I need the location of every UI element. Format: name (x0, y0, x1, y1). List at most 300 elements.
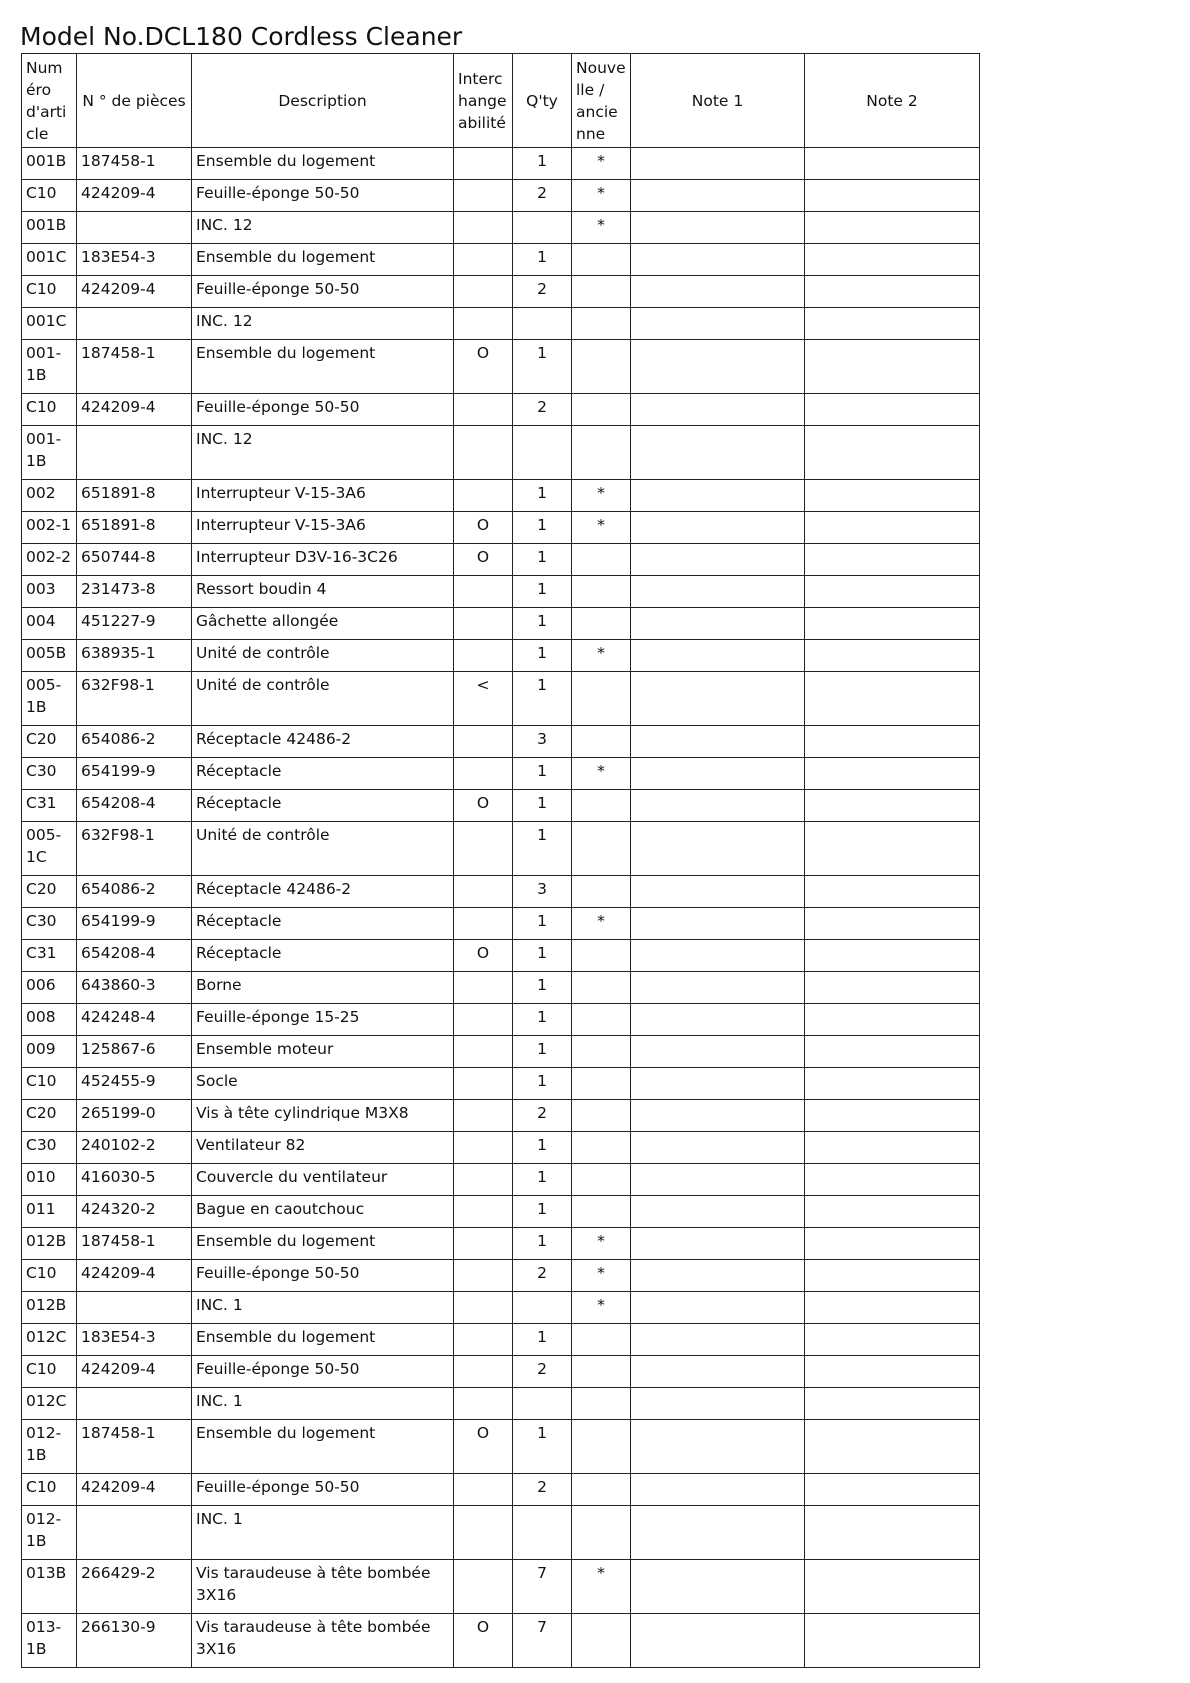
cell-part-number: 654208-4 (77, 790, 192, 822)
cell-item-number: 002-1 (22, 512, 77, 544)
cell-item-number: 002-2 (22, 544, 77, 576)
cell-note-2 (805, 480, 980, 512)
cell-description: Réceptacle 42486-2 (192, 726, 454, 758)
cell-note-2 (805, 1420, 980, 1474)
cell-note-2 (805, 426, 980, 480)
table-row (22, 148, 980, 180)
cell-note-2 (805, 1474, 980, 1506)
cell-new-old: * (572, 180, 631, 212)
cell-note-2 (805, 180, 980, 212)
cell-interchangeability (454, 726, 513, 758)
cell-new-old (572, 394, 631, 426)
cell-quantity: 7 (513, 1560, 572, 1614)
table-row (22, 1036, 980, 1068)
table-row (22, 790, 980, 822)
cell-part-number: 187458-1 (77, 148, 192, 180)
cell-note-2 (805, 1292, 980, 1324)
cell-note-1 (631, 148, 805, 180)
cell-item-number: C10 (22, 1260, 77, 1292)
cell-description: Ressort boudin 4 (192, 576, 454, 608)
cell-interchangeability (454, 972, 513, 1004)
table-row (22, 726, 980, 758)
cell-note-1 (631, 1068, 805, 1100)
cell-note-2 (805, 1164, 980, 1196)
cell-interchangeability: O (454, 340, 513, 394)
cell-note-2 (805, 148, 980, 180)
cell-interchangeability (454, 1036, 513, 1068)
cell-description: Ensemble du logement (192, 244, 454, 276)
table-row (22, 1356, 980, 1388)
cell-new-old (572, 726, 631, 758)
cell-interchangeability (454, 908, 513, 940)
cell-part-number: 654086-2 (77, 726, 192, 758)
cell-part-number: 266429-2 (77, 1560, 192, 1614)
cell-note-2 (805, 790, 980, 822)
cell-interchangeability (454, 1132, 513, 1164)
cell-description: INC. 12 (192, 426, 454, 480)
header-interchangeability: Interchangeabilité (454, 54, 513, 148)
cell-new-old (572, 1474, 631, 1506)
table-row (22, 640, 980, 672)
cell-note-2 (805, 1260, 980, 1292)
cell-quantity: 1 (513, 480, 572, 512)
cell-item-number: 013B (22, 1560, 77, 1614)
table-row (22, 180, 980, 212)
cell-description: Feuille-éponge 50-50 (192, 1356, 454, 1388)
cell-note-1 (631, 758, 805, 790)
cell-note-2 (805, 726, 980, 758)
cell-part-number: 424248-4 (77, 1004, 192, 1036)
cell-interchangeability (454, 308, 513, 340)
cell-new-old (572, 1506, 631, 1560)
cell-quantity: 2 (513, 1356, 572, 1388)
cell-description: Ensemble du logement (192, 340, 454, 394)
cell-item-number: C20 (22, 726, 77, 758)
cell-note-1 (631, 212, 805, 244)
cell-note-2 (805, 212, 980, 244)
cell-item-number: 001-1B (22, 426, 77, 480)
cell-note-1 (631, 1420, 805, 1474)
cell-part-number (77, 1388, 192, 1420)
cell-new-old: * (572, 1560, 631, 1614)
cell-quantity: 1 (513, 244, 572, 276)
cell-part-number (77, 308, 192, 340)
cell-note-1 (631, 1614, 805, 1668)
cell-quantity (513, 1388, 572, 1420)
cell-quantity: 1 (513, 1164, 572, 1196)
cell-description: Vis taraudeuse à tête bombée 3X16 (192, 1614, 454, 1668)
cell-note-1 (631, 1132, 805, 1164)
cell-new-old: * (572, 480, 631, 512)
cell-description: Ensemble du logement (192, 1228, 454, 1260)
cell-description: Ensemble du logement (192, 1324, 454, 1356)
cell-note-2 (805, 822, 980, 876)
cell-new-old: * (572, 640, 631, 672)
cell-note-1 (631, 876, 805, 908)
table-row (22, 758, 980, 790)
cell-description: Réceptacle 42486-2 (192, 876, 454, 908)
cell-quantity: 3 (513, 726, 572, 758)
cell-new-old (572, 972, 631, 1004)
cell-quantity: 1 (513, 1324, 572, 1356)
cell-part-number: 265199-0 (77, 1100, 192, 1132)
cell-note-2 (805, 672, 980, 726)
cell-item-number: 012B (22, 1292, 77, 1324)
cell-item-number: 003 (22, 576, 77, 608)
table-row (22, 340, 980, 394)
cell-part-number: 187458-1 (77, 340, 192, 394)
cell-description: Socle (192, 1068, 454, 1100)
cell-item-number: C10 (22, 1474, 77, 1506)
cell-description: INC. 1 (192, 1506, 454, 1560)
cell-quantity: 1 (513, 544, 572, 576)
cell-interchangeability: O (454, 1420, 513, 1474)
cell-note-1 (631, 576, 805, 608)
cell-note-1 (631, 672, 805, 726)
cell-new-old: * (572, 148, 631, 180)
cell-note-1 (631, 726, 805, 758)
page-title: Model No.DCL180 Cordless Cleaner (20, 22, 463, 51)
cell-note-2 (805, 308, 980, 340)
cell-part-number: 240102-2 (77, 1132, 192, 1164)
cell-quantity (513, 308, 572, 340)
cell-item-number: C20 (22, 876, 77, 908)
cell-part-number: 632F98-1 (77, 822, 192, 876)
cell-description: Bague en caoutchouc (192, 1196, 454, 1228)
cell-interchangeability (454, 758, 513, 790)
cell-new-old (572, 1068, 631, 1100)
cell-quantity: 2 (513, 1100, 572, 1132)
cell-new-old (572, 1356, 631, 1388)
cell-new-old (572, 1100, 631, 1132)
cell-description: Vis à tête cylindrique M3X8 (192, 1100, 454, 1132)
cell-note-1 (631, 1324, 805, 1356)
cell-note-2 (805, 940, 980, 972)
table-row (22, 672, 980, 726)
cell-part-number: 183E54-3 (77, 1324, 192, 1356)
header-note-1: Note 1 (631, 54, 805, 148)
cell-note-2 (805, 276, 980, 308)
cell-part-number: 187458-1 (77, 1228, 192, 1260)
cell-part-number: 650744-8 (77, 544, 192, 576)
cell-note-1 (631, 790, 805, 822)
cell-new-old: * (572, 1228, 631, 1260)
cell-quantity: 1 (513, 1420, 572, 1474)
table-row (22, 1132, 980, 1164)
cell-note-2 (805, 340, 980, 394)
cell-interchangeability: O (454, 512, 513, 544)
cell-new-old (572, 822, 631, 876)
table-row (22, 1474, 980, 1506)
cell-description: INC. 12 (192, 308, 454, 340)
cell-item-number: 011 (22, 1196, 77, 1228)
cell-item-number: 004 (22, 608, 77, 640)
cell-part-number: 654199-9 (77, 908, 192, 940)
table-row (22, 608, 980, 640)
cell-description: Ensemble du logement (192, 148, 454, 180)
cell-new-old (572, 1132, 631, 1164)
cell-item-number: C10 (22, 276, 77, 308)
cell-note-1 (631, 1506, 805, 1560)
table-row (22, 908, 980, 940)
cell-interchangeability (454, 1004, 513, 1036)
cell-part-number: 424209-4 (77, 180, 192, 212)
table-row (22, 1004, 980, 1036)
table-row (22, 1614, 980, 1668)
cell-note-2 (805, 1324, 980, 1356)
cell-note-2 (805, 1388, 980, 1420)
cell-note-1 (631, 1004, 805, 1036)
cell-item-number: 012C (22, 1388, 77, 1420)
cell-interchangeability (454, 1260, 513, 1292)
cell-quantity: 1 (513, 672, 572, 726)
table-row (22, 822, 980, 876)
cell-interchangeability (454, 1228, 513, 1260)
table-row (22, 394, 980, 426)
cell-quantity: 1 (513, 576, 572, 608)
cell-quantity: 2 (513, 1474, 572, 1506)
cell-description: Unité de contrôle (192, 640, 454, 672)
cell-part-number: 654208-4 (77, 940, 192, 972)
cell-description: INC. 12 (192, 212, 454, 244)
cell-new-old (572, 1614, 631, 1668)
cell-note-1 (631, 908, 805, 940)
cell-part-number: 451227-9 (77, 608, 192, 640)
cell-note-1 (631, 394, 805, 426)
header-note-2: Note 2 (805, 54, 980, 148)
cell-description: Interrupteur D3V-16-3C26 (192, 544, 454, 576)
cell-note-2 (805, 394, 980, 426)
cell-note-2 (805, 576, 980, 608)
cell-description: Feuille-éponge 50-50 (192, 394, 454, 426)
cell-part-number: 183E54-3 (77, 244, 192, 276)
cell-note-2 (805, 908, 980, 940)
cell-part-number: 231473-8 (77, 576, 192, 608)
cell-description: Réceptacle (192, 790, 454, 822)
cell-interchangeability (454, 480, 513, 512)
cell-new-old (572, 426, 631, 480)
table-row (22, 1100, 980, 1132)
cell-new-old: * (572, 1292, 631, 1324)
cell-note-1 (631, 1036, 805, 1068)
cell-quantity: 1 (513, 1004, 572, 1036)
table-row (22, 308, 980, 340)
table-row (22, 544, 980, 576)
header-item-number: Numéro d'article (22, 54, 77, 148)
cell-quantity: 1 (513, 790, 572, 822)
cell-quantity (513, 212, 572, 244)
cell-description: Réceptacle (192, 758, 454, 790)
cell-description: Feuille-éponge 15-25 (192, 1004, 454, 1036)
cell-description: Feuille-éponge 50-50 (192, 180, 454, 212)
cell-item-number: 001C (22, 244, 77, 276)
cell-new-old (572, 1196, 631, 1228)
cell-new-old (572, 1164, 631, 1196)
cell-interchangeability (454, 394, 513, 426)
header-part-number: N ° de pièces (77, 54, 192, 148)
cell-quantity: 1 (513, 940, 572, 972)
cell-note-1 (631, 1560, 805, 1614)
cell-interchangeability (454, 1356, 513, 1388)
cell-quantity: 1 (513, 822, 572, 876)
cell-interchangeability (454, 276, 513, 308)
cell-description: INC. 1 (192, 1292, 454, 1324)
cell-part-number: 266130-9 (77, 1614, 192, 1668)
cell-new-old (572, 576, 631, 608)
cell-note-1 (631, 426, 805, 480)
cell-item-number: 005B (22, 640, 77, 672)
cell-part-number (77, 212, 192, 244)
cell-new-old (572, 276, 631, 308)
cell-note-1 (631, 940, 805, 972)
table-row (22, 1506, 980, 1560)
cell-new-old (572, 608, 631, 640)
cell-note-1 (631, 1260, 805, 1292)
cell-quantity: 2 (513, 276, 572, 308)
table-row (22, 276, 980, 308)
cell-part-number: 424209-4 (77, 1356, 192, 1388)
cell-item-number: C31 (22, 790, 77, 822)
cell-interchangeability (454, 576, 513, 608)
cell-quantity (513, 1506, 572, 1560)
cell-note-2 (805, 1068, 980, 1100)
cell-note-2 (805, 1506, 980, 1560)
cell-note-2 (805, 1132, 980, 1164)
cell-note-2 (805, 640, 980, 672)
cell-item-number: 012C (22, 1324, 77, 1356)
cell-note-1 (631, 480, 805, 512)
cell-quantity: 1 (513, 512, 572, 544)
cell-note-1 (631, 972, 805, 1004)
cell-note-1 (631, 1356, 805, 1388)
cell-new-old (572, 940, 631, 972)
cell-note-2 (805, 1100, 980, 1132)
cell-interchangeability: O (454, 940, 513, 972)
cell-part-number: 424209-4 (77, 276, 192, 308)
cell-note-1 (631, 1228, 805, 1260)
cell-item-number: 001C (22, 308, 77, 340)
cell-interchangeability: O (454, 790, 513, 822)
table-row (22, 1228, 980, 1260)
cell-interchangeability (454, 180, 513, 212)
cell-description: Feuille-éponge 50-50 (192, 276, 454, 308)
header-description: Description (192, 54, 454, 148)
cell-quantity: 1 (513, 1228, 572, 1260)
cell-description: Interrupteur V-15-3A6 (192, 480, 454, 512)
cell-interchangeability (454, 1164, 513, 1196)
cell-item-number: C30 (22, 908, 77, 940)
cell-note-2 (805, 1560, 980, 1614)
cell-item-number: 006 (22, 972, 77, 1004)
table-header-row (22, 54, 980, 148)
cell-interchangeability (454, 822, 513, 876)
cell-interchangeability (454, 1100, 513, 1132)
cell-description: Feuille-éponge 50-50 (192, 1474, 454, 1506)
cell-note-1 (631, 308, 805, 340)
table-row (22, 1324, 980, 1356)
cell-part-number: 654199-9 (77, 758, 192, 790)
header-quantity: Q'ty (513, 54, 572, 148)
cell-description: Ensemble moteur (192, 1036, 454, 1068)
cell-note-2 (805, 1196, 980, 1228)
cell-item-number: 001B (22, 148, 77, 180)
table-row (22, 1260, 980, 1292)
cell-item-number: 013-1B (22, 1614, 77, 1668)
cell-quantity: 1 (513, 640, 572, 672)
table-row (22, 212, 980, 244)
cell-quantity: 1 (513, 608, 572, 640)
cell-description: Feuille-éponge 50-50 (192, 1260, 454, 1292)
table-row (22, 480, 980, 512)
cell-note-2 (805, 544, 980, 576)
cell-description: Borne (192, 972, 454, 1004)
cell-interchangeability (454, 640, 513, 672)
cell-interchangeability (454, 876, 513, 908)
cell-new-old (572, 340, 631, 394)
table-row (22, 1420, 980, 1474)
cell-note-1 (631, 340, 805, 394)
cell-part-number (77, 1292, 192, 1324)
cell-interchangeability (454, 1560, 513, 1614)
cell-new-old: * (572, 212, 631, 244)
cell-description: Unité de contrôle (192, 672, 454, 726)
table-row (22, 1068, 980, 1100)
cell-interchangeability (454, 244, 513, 276)
cell-new-old: * (572, 758, 631, 790)
cell-item-number: 008 (22, 1004, 77, 1036)
cell-quantity: 1 (513, 1196, 572, 1228)
cell-interchangeability (454, 148, 513, 180)
cell-description: Réceptacle (192, 908, 454, 940)
table-row (22, 512, 980, 544)
cell-quantity: 1 (513, 340, 572, 394)
cell-note-1 (631, 1292, 805, 1324)
cell-item-number: 009 (22, 1036, 77, 1068)
cell-description: INC. 1 (192, 1388, 454, 1420)
cell-note-1 (631, 1474, 805, 1506)
cell-item-number: 012B (22, 1228, 77, 1260)
cell-new-old (572, 1388, 631, 1420)
cell-part-number (77, 426, 192, 480)
cell-item-number: 010 (22, 1164, 77, 1196)
cell-interchangeability (454, 1196, 513, 1228)
cell-note-1 (631, 512, 805, 544)
cell-interchangeability (454, 1474, 513, 1506)
cell-note-1 (631, 822, 805, 876)
cell-quantity: 2 (513, 180, 572, 212)
cell-item-number: C30 (22, 758, 77, 790)
cell-item-number: C30 (22, 1132, 77, 1164)
cell-description: Unité de contrôle (192, 822, 454, 876)
cell-item-number: C10 (22, 1068, 77, 1100)
cell-part-number: 654086-2 (77, 876, 192, 908)
cell-item-number: 005-1C (22, 822, 77, 876)
cell-quantity: 1 (513, 758, 572, 790)
table-row (22, 426, 980, 480)
cell-item-number: 005-1B (22, 672, 77, 726)
cell-part-number: 651891-8 (77, 480, 192, 512)
cell-item-number: C20 (22, 1100, 77, 1132)
cell-item-number: C10 (22, 394, 77, 426)
cell-interchangeability: O (454, 1614, 513, 1668)
table-row (22, 1196, 980, 1228)
cell-item-number: C31 (22, 940, 77, 972)
cell-part-number: 651891-8 (77, 512, 192, 544)
cell-quantity: 1 (513, 148, 572, 180)
cell-new-old: * (572, 1260, 631, 1292)
cell-interchangeability (454, 1324, 513, 1356)
cell-note-2 (805, 1036, 980, 1068)
